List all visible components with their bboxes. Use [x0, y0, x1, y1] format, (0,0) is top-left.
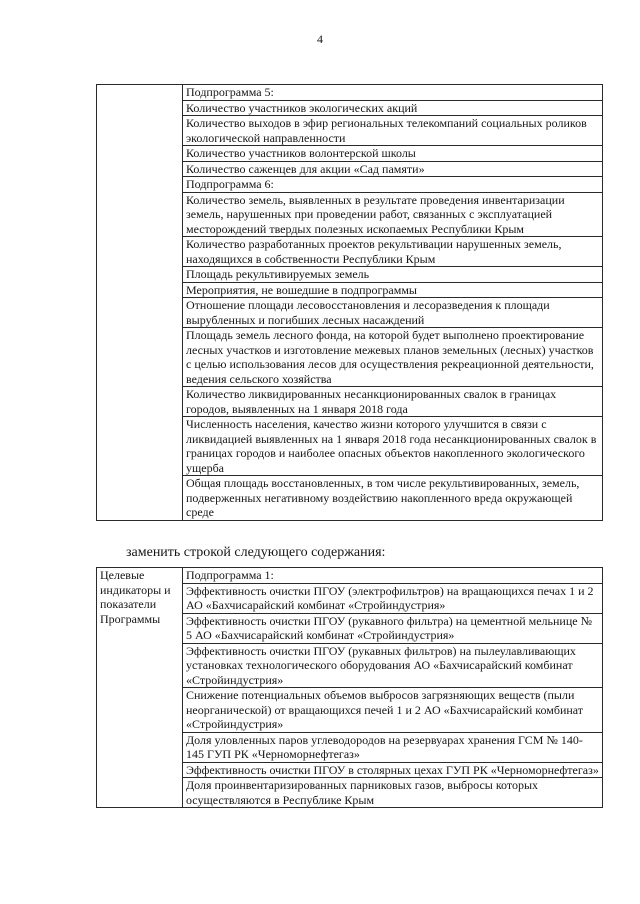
indicator-cell: Количество участников экологических акций [183, 100, 603, 116]
header-cell: Целевые индикаторы и показатели Программы [97, 568, 183, 808]
indicator-cell: Отношение площади лесовосстановления и лесоразведения к площади вырубленных и погибших лесных насаждений [183, 298, 603, 328]
indicators-table-new [96, 567, 603, 808]
indicator-cell: Количество разработанных проектов рекультивации нарушенных земель, находящихся в собственности Республики Крым [183, 237, 603, 267]
replace-instruction: заменить строкой следующего содержания: [126, 545, 386, 560]
indicator-cell: Эффективность очистки ПГОУ (рукавных фильтров) на пылеулавливающих установках технологического оборудования АО «Бахчисарайский комбинат «Стройиндустрия» [183, 643, 603, 688]
indicator-cell: Подпрограмма 6: [183, 177, 603, 193]
indicator-cell: Снижение потенциальных объемов выбросов загрязняющих веществ (пыли неорганической) от вращающихся печей 1 и 2 АО «Бахчисарайский комбинат «Стройиндустрия» [183, 688, 603, 733]
indicator-cell: Подпрограмма 5: [183, 85, 603, 101]
indicator-cell: Численность населения, качество жизни которого улучшится в связи с ликвидацией выявленных на 1 января 2018 года несанкционированных свалок в границах городов и наиболее опасных объектов накопленного экологического ущерба [183, 417, 603, 476]
indicator-cell: Мероприятия, не вошедшие в подпрограммы [183, 282, 603, 298]
indicator-cell: Площадь земель лесного фонда, на которой будет выполнено проектирование лесных участков и изготовление межевых планов земельных (лесных) участков с целью использования лесов для осуществления рекреационной деятельности, ведения сельского хозяйства [183, 328, 603, 387]
page-number: 4 [317, 32, 323, 46]
indicator-cell: Количество участников волонтерской школы [183, 146, 603, 162]
indicators-table-old [96, 84, 603, 521]
indicator-cell: Количество ликвидированных несанкционированных свалок в границах городов, выявленных на 1 января 2018 года [183, 387, 603, 417]
table-row [97, 85, 603, 101]
indicator-cell: Площадь рекультивируемых земель [183, 267, 603, 283]
indicator-cell: Количество выходов в эфир региональных телекомпаний социальных роликов экологической направленности [183, 116, 603, 146]
indicator-cell: Эффективность очистки ПГОУ (электрофильтров) на вращающихся печах 1 и 2 АО «Бахчисарайский комбинат «Стройиндустрия» [183, 583, 603, 613]
indicator-cell: Количество саженцев для акции «Сад памяти» [183, 161, 603, 177]
indicator-cell: Доля проинвентаризированных парниковых газов, выбросы которых осуществляются в Республике Крым [183, 778, 603, 808]
indicator-cell: Эффективность очистки ПГОУ в столярных цехах ГУП РК «Черноморнефтегаз» [183, 762, 603, 778]
indicator-cell: Эффективность очистки ПГОУ (рукавного фильтра) на цементной мельнице № 5 АО «Бахчисарайский комбинат «Стройиндустрия» [183, 613, 603, 643]
indicator-cell: Доля уловленных паров углеводородов на резервуарах хранения ГСМ № 140-145 ГУП РК «Черноморнефтегаз» [183, 732, 603, 762]
indicator-cell: Количество земель, выявленных в результате проведения инвентаризации земель, нарушенных при проведении работ, связанных с эксплуатацией месторождений твердых полезных ископаемых Республики Крым [183, 192, 603, 237]
table-row [97, 568, 603, 584]
indicator-cell: Подпрограмма 1: [183, 568, 603, 584]
indicator-cell: Общая площадь восстановленных, в том числе рекультивированных, земель, подверженных негативному воздействию накопленного вреда окружающей среде [183, 476, 603, 521]
header-cell-empty [97, 85, 183, 521]
